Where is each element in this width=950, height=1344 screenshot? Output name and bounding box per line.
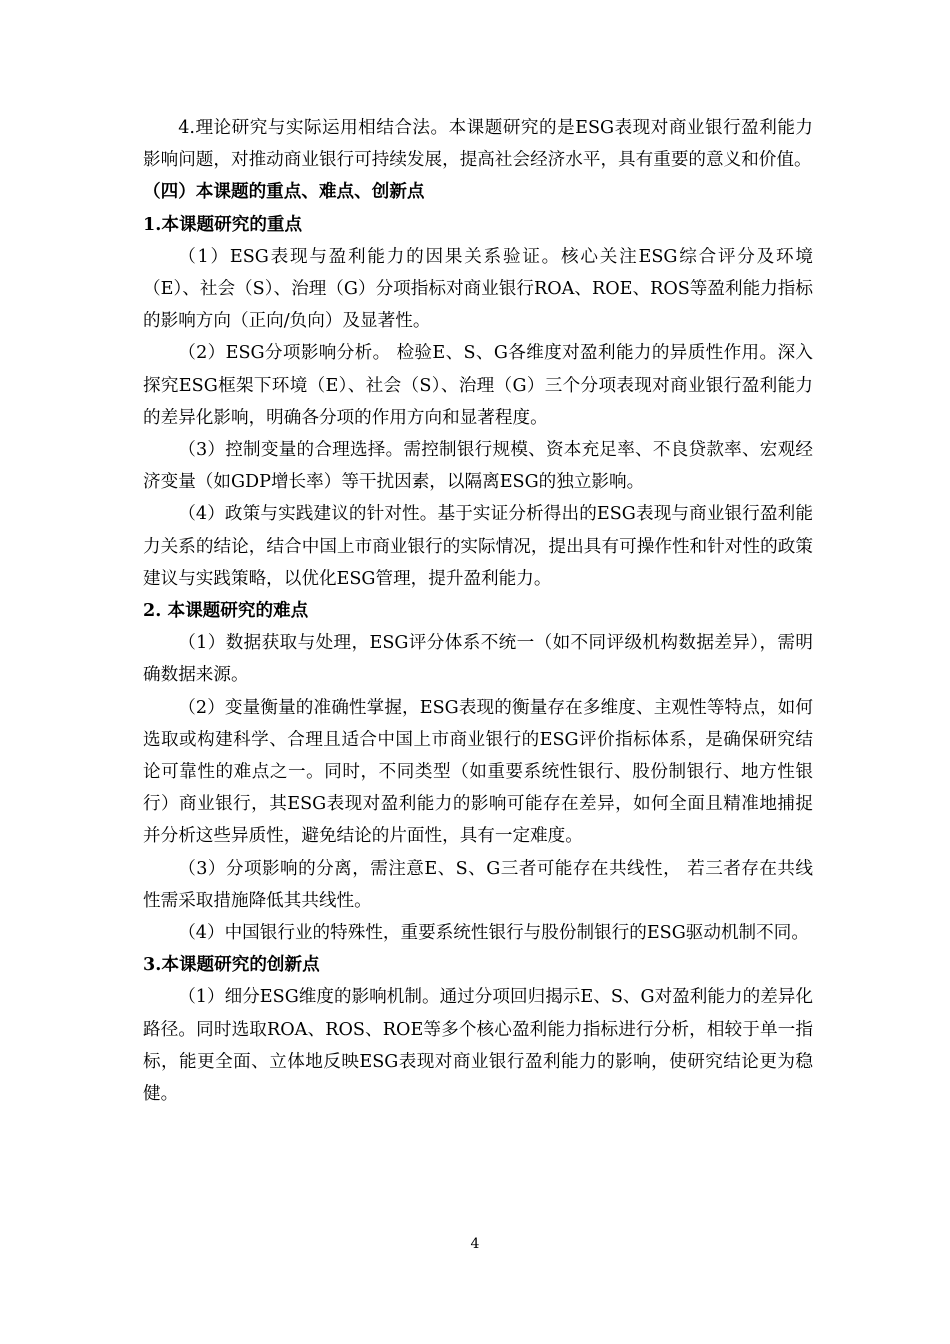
paragraph-key-2: （2）ESG分项影响分析。 检验E、S、G各维度对盈利能力的异质性作用。深入探究ESG框架下环境（E）、社会（S）、治理（G）三个分项表现对商业银行盈利能力的差异化影响，明确各分项的作用方向和显著程度。	[143, 343, 813, 428]
paragraph-key-3: （3）控制变量的合理选择。需控制银行规模、资本充足率、不良贷款率、宏观经济变量（如GDP增长率）等干扰因素，以隔离ESG的独立影响。	[143, 440, 813, 493]
paragraph-key-1: （1）ESG表现与盈利能力的因果关系验证。核心关注ESG综合评分及环境（E）、社会（S）、治理（G）分项指标对商业银行ROA、ROE、ROS等盈利能力指标的影响方向（正向/负向）及显著性。	[143, 246, 813, 332]
subheading-innovations: 3.本课题研究的创新点	[143, 954, 320, 976]
paragraph-innovation-1: （1）细分ESG维度的影响机制。通过分项回归揭示E、S、G对盈利能力的差异化路径。同时选取ROA、ROS、ROE等多个核心盈利能力指标进行分析，相较于单一指标，能更全面、立体地反映ESG表现对商业银行盈利能力的影响，使研究结论更为稳健。	[143, 987, 813, 1105]
page-number: 4	[470, 1236, 480, 1252]
paragraph-key-4: （4）政策与实践建议的针对性。基于实证分析得出的ESG表现与商业银行盈利能力关系的结论，结合中国上市商业银行的实际情况，提出具有可操作性和针对性的政策建议与实践策略，以优化ESG管理，提升盈利能力。	[143, 504, 813, 589]
subheading-difficulties: 2. 本课题研究的难点	[143, 600, 309, 622]
paragraph-difficulty-1: （1）数据获取与处理，ESG评分体系不统一（如不同评级机构数据差异），需明确数据来源。	[143, 633, 813, 686]
paragraph-difficulty-4: （4）中国银行业的特殊性，重要系统性银行与股份制银行的ESG驱动机制不同。	[178, 923, 809, 944]
subheading-key-points: 1.本课题研究的重点	[143, 213, 303, 235]
section-heading-4: （四）本课题的重点、难点、创新点	[143, 181, 425, 203]
paragraph-difficulty-2: （2）变量衡量的准确性掌握，ESG表现的衡量存在多维度、主观性等特点，如何选取或构建科学、合理且适合中国上市商业银行的ESG评价指标体系，是确保研究结论可靠性的难点之一。同时，不同类型（如重要系统性银行、股份制银行、地方性银行）商业银行，其ESG表现对盈利能力的影响可能存在差异，如何全面且精准地捕捉并分析这些异质性，避免结论的片面性，具有一定难度。	[143, 697, 813, 847]
body-text	[143, 112, 813, 1110]
paragraph-difficulty-3: （3）分项影响的分离，需注意E、S、G三者可能存在共线性， 若三者存在共线性需采取措施降低其共线性。	[143, 858, 813, 911]
paragraph-method-4: 4.理论研究与实际运用相结合法。本课题研究的是ESG表现对商业银行盈利能力影响问题，对推动商业银行可持续发展，提高社会经济水平，具有重要的意义和价值。	[143, 118, 813, 171]
